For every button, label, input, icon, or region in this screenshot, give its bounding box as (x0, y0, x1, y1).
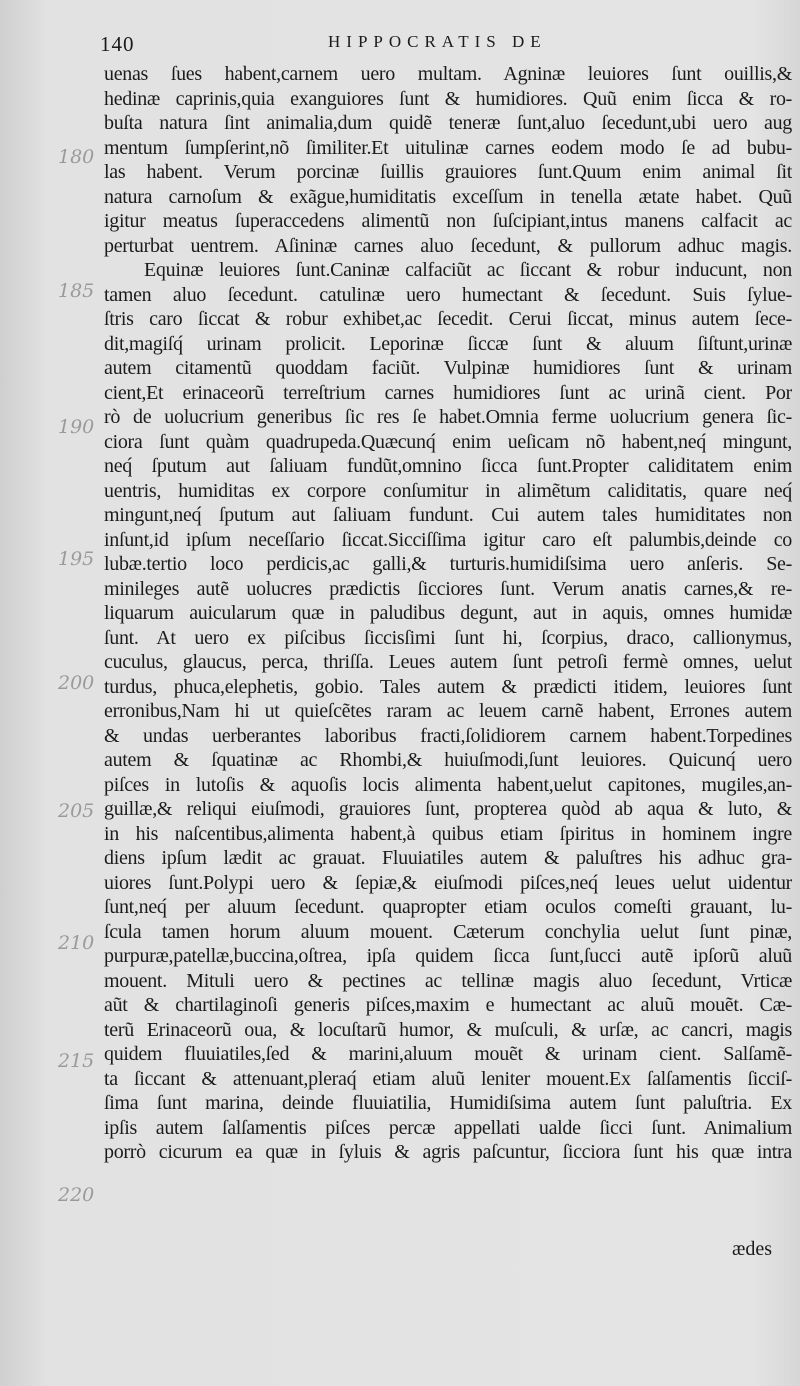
margin-note: 205 (58, 800, 95, 822)
text-line: ſtris caro ſiccat & robur exhibet,ac ſecedit. Cerui ſiccat, minus autem ſece- (104, 308, 792, 330)
text-line: uiores ſunt.Polypi uero & ſepiæ,& eiuſmodi piſces,neq́ leues uelut uidentur (104, 871, 792, 894)
text-line: cient,Et erinaceorũ terreſtrium carnes humidiores ſunt ac urinã cient. Por (104, 381, 792, 404)
margin-note: 200 (58, 672, 95, 694)
text-line: quidem fluuiatiles,ſed & marini,aluum mouẽt & urinam cient. Salſamẽ- (104, 1043, 792, 1065)
margin-note: 180 (58, 146, 95, 168)
text-line: igitur meatus ſuperaccedens alimentũ non ſuſcipiant,intus manens calfacit ac (104, 210, 792, 232)
text-line: Equinæ leuiores ſunt.Caninæ calfaciũt ac ſiccant & robur inducunt, non (144, 259, 792, 281)
page-header (100, 32, 790, 56)
text-line: mentum ſumpſerint,nõ ſimiliter.Et uitulinæ carnes eodem modo ſe ad bubu- (104, 136, 792, 159)
text-line: erronibus,Nam hi ut quieſcẽtes raram ac leuem carnẽ habent, Errones autem (104, 700, 792, 722)
text-line: guillæ,& reliqui eiuſmodi, grauiores ſunt, propterea quòd ab aqua & luto, & (104, 798, 792, 820)
text-line: lubæ.tertio loco perdicis,ac galli,& turturis.humidiſsima uero anſeris. Se- (104, 553, 792, 575)
text-line: diens ipſum lædit ac grauat. Fluuiatiles autem & paluſtres his adhuc gra- (104, 847, 792, 869)
text-line: ſunt,neq́ per aluum ſecedunt. quapropter etiam oculos comeſti grauant, lu- (104, 896, 792, 918)
text-line: piſces in lutoſis & aquoſis locis alimenta habent,uelut capitones, mugiles,an- (104, 773, 792, 796)
margin-note: 210 (58, 932, 95, 954)
text-line: dit,magiſq́ urinam prolicit. Leporinæ ſiccæ ſunt & aluum ſiſtunt,urinæ (104, 332, 792, 355)
text-line: ſima ſunt marina, deinde fluuiatilia, Humidiſsima autem ſunt paluſtria. Ex (104, 1092, 792, 1114)
text-line: perturbat uentrem. Aſininæ carnes aluo ſecedunt, & pullorum adhuc magis. (104, 234, 792, 257)
text-line: ta ſiccant & attenuant,pleraq́ etiam aluũ leniter mouent.Ex ſalſamentis ſicciſ- (104, 1067, 792, 1090)
text-line: hedinæ caprinis,quia exanguiores ſunt & humidiores. Quũ enim ſicca & ro- (104, 87, 792, 110)
text-line: cuculus, glaucus, perca, thriſſa. Leues autem ſunt petroſi fermè omnes, uelut (104, 651, 792, 673)
text-line: porrò cicurum ea quæ in ſyluis & agris paſcuntur, ſicciora ſunt his quæ intra (104, 1141, 792, 1163)
text-line: terũ Erinaceorũ oua, & locuſtarũ humor, & muſculi, & urſæ, ac cancri, magis (104, 1018, 792, 1041)
text-line: purpuræ,patellæ,buccina,oſtrea, ipſa quidem ſicca ſunt,ſucci autẽ ipſorũ aluũ (104, 945, 792, 967)
text-line: rò de uolucrium generibus ſic res ſe habet.Omnia ferme uolucrium genera ſic- (104, 406, 792, 428)
text-line: uenas ſues habent,carnem uero multam. Agninæ leuiores ſunt ouillis,& (104, 63, 792, 85)
margin-note: 190 (58, 416, 95, 438)
margin-note: 185 (58, 280, 95, 302)
margin-note: 195 (58, 548, 95, 570)
catchword: ædes (732, 1238, 772, 1260)
page-number: 140 (100, 32, 135, 56)
text-line: & undas uerberantes laboribus fracti,ſolidiorem carnem habent.Torpedines (104, 724, 792, 747)
text-line: ſcula tamen horum aluum mouent. Cæterum conchylia uelut ſunt pinæ, (104, 920, 792, 943)
running-title: HIPPOCRATIS DE (328, 32, 547, 51)
text-line: minileges autẽ uolucres prædictis ſicciores ſunt. Verum anatis carnes,& re- (104, 577, 792, 600)
margin-note: 220 (58, 1184, 95, 1206)
margin-note: 215 (58, 1050, 95, 1072)
text-line: turdus, phuca,elephetis, gobio. Tales autem & prædicti itidem, leuiores ſunt (104, 675, 792, 698)
text-line: liquarum auicularum quæ in paludibus degunt, aut in aquis, omnes humidæ (104, 602, 792, 624)
text-line: autem & ſquatinæ ac Rhombi,& huiuſmodi,ſunt leuiores. Quicunq́ uero (104, 749, 792, 771)
text-line: autem citamentũ quoddam faciũt. Vulpinæ humidiores ſunt & urinam (104, 357, 792, 379)
text-line: in his naſcentibus,alimenta habent,à quibus etiam ſpiritus in hominem ingre (104, 822, 792, 845)
text-line: mingunt,neq́ ſputum aut ſaliuam fundunt. Cui autem tales humiditates non (104, 504, 792, 526)
text-line: las habent. Verum porcinæ ſuillis grauiores ſunt.Quum enim animal ſit (104, 161, 792, 183)
text-line: buſta natura ſint animalia,dum quidẽ teneræ ſunt,aluo ſecedunt,ubi uero aug (104, 112, 792, 134)
text-line: mouent. Mituli uero & pectines ac tellinæ magis aluo ſecedunt, Vrticæ (104, 969, 792, 992)
text-line: ipſis autem ſalſamentis piſces percæ appellati ualde ſicci ſunt. Animalium (104, 1116, 792, 1139)
text-line: ſunt. At uero ex piſcibus ſiccisſimi ſunt hi, ſcorpius, draco, callionymus, (104, 626, 792, 649)
text-line: aũt & chartilaginoſi generis piſces,maxim e humectant ac aluũ mouẽt. Cæ- (104, 994, 792, 1016)
text-line: tamen aluo ſecedunt. catulinæ uero humectant & ſecedunt. Suis ſylue- (104, 283, 792, 306)
text-line: uentris, humiditas ex corpore conſumitur in alimẽtum caliditatis, quare neq́ (104, 479, 792, 502)
text-line: natura carnoſum & exãgue,humiditatis exceſſum in tenella ætate habet. Quũ (104, 185, 792, 208)
text-line: inſunt,id ipſum neceſſario ſiccat.Sicciſſima igitur caro eſt palumbis,deinde co (104, 528, 792, 551)
text-line: neq́ ſputum aut ſaliuam fundũt,omnino ſicca ſunt.Propter caliditatem enim (104, 455, 792, 477)
text-block (104, 62, 792, 1165)
text-line: ciora ſunt quàm quadrupeda.Quæcunq́ enim ueſicam nõ habent,neq́ mingunt, (104, 430, 792, 453)
